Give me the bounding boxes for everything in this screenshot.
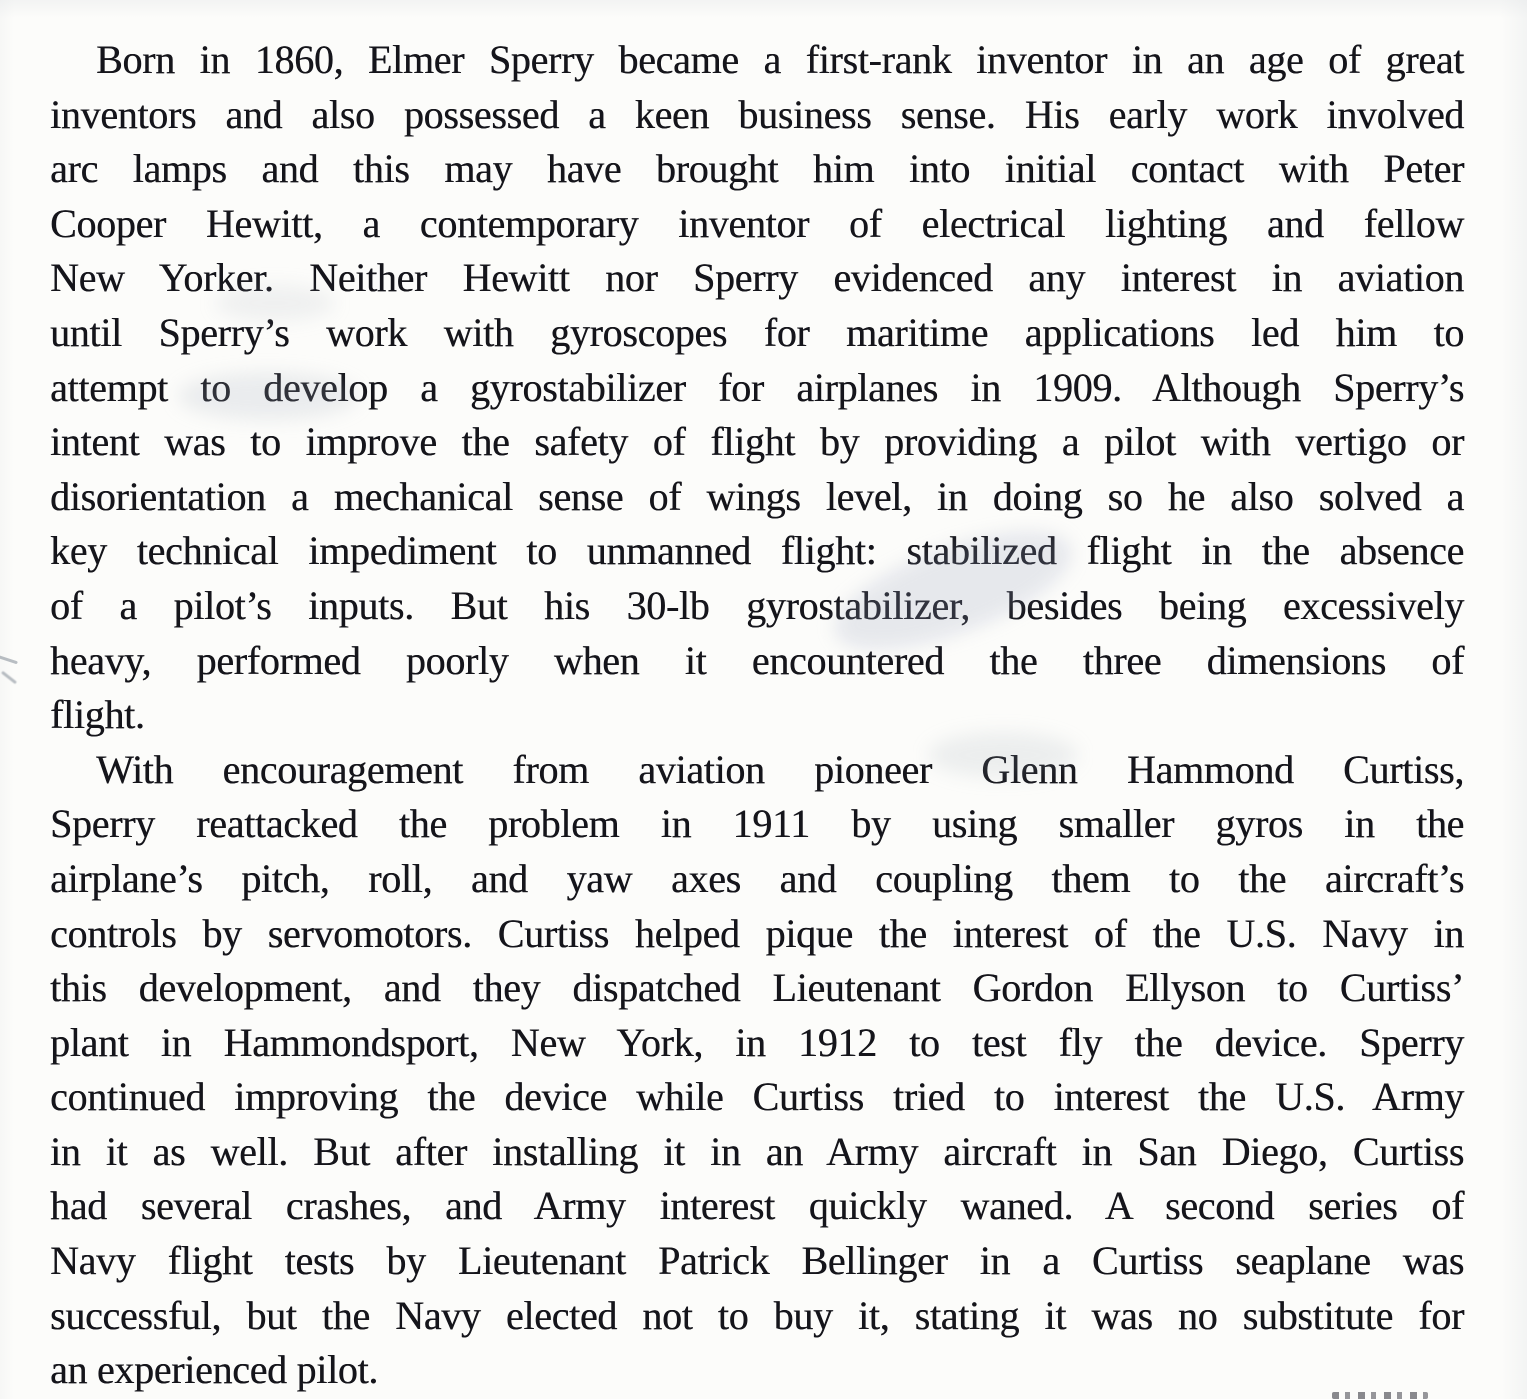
text-line: until Sperry’s work with gyroscopes for maritime applications led him to <box>50 309 1464 355</box>
text-line: New Yorker. Neither Hewitt nor Sperry evidenced any interest in aviation <box>50 255 1464 301</box>
text-line: Born in 1860, Elmer Sperry became a first-rank inventor in an age of great <box>96 37 1464 82</box>
text-line: of a pilot’s inputs. But his 30-lb gyrostabilizer, besides being excessively <box>50 582 1464 628</box>
pencil-mark-artifact <box>0 652 28 698</box>
text-line: disorientation a mechanical sense of wings level, in doing so he also solved a <box>50 473 1464 519</box>
text-line: this development, and they dispatched Lieutenant Gordon Ellyson to Curtiss’ <box>50 965 1464 1011</box>
text-line: continued improving the device while Curtiss tried to interest the U.S. Army <box>50 1074 1464 1120</box>
paragraph-1 <box>50 33 1464 743</box>
text-line: controls by servomotors. Curtiss helped pique the interest of the U.S. Navy in <box>50 910 1464 956</box>
text-line: in it as well. But after installing it in an Army aircraft in San Diego, Curtiss <box>50 1128 1464 1174</box>
text-line: inventors and also possessed a keen business sense. His early work involved <box>50 91 1464 137</box>
text-line: plant in Hammondsport, New York, in 1912 to test fly the device. Sperry <box>50 1019 1464 1065</box>
body-text <box>50 33 1464 1398</box>
text-line: intent was to improve the safety of flight by providing a pilot with vertigo or <box>50 419 1464 465</box>
text-line: With encouragement from aviation pioneer Glenn Hammond Curtiss, <box>96 746 1464 792</box>
text-line: arc lamps and this may have brought him into initial contact with Peter <box>50 146 1464 192</box>
text-line: had several crashes, and Army interest quickly waned. A second series of <box>50 1183 1464 1229</box>
text-line: attempt to develop a gyrostabilizer for airplanes in 1909. Although Sperry’s <box>50 364 1464 410</box>
text-line: Navy flight tests by Lieutenant Patrick Bellinger in a Curtiss seaplane was <box>50 1238 1464 1284</box>
text-line: Cooper Hewitt, a contemporary inventor of electrical lighting and fellow <box>50 200 1464 246</box>
text-line: successful, but the Navy elected not to buy it, stating it was no substitute for <box>50 1292 1464 1338</box>
text-line: flight. <box>50 692 145 738</box>
text-line: key technical impediment to unmanned flight: stabilized flight in the absence <box>50 528 1464 574</box>
text-line: heavy, performed poorly when it encountered the three dimensions of <box>50 637 1464 683</box>
paragraph-2 <box>50 743 1464 1398</box>
text-line: an experienced pilot. <box>50 1347 378 1393</box>
text-line: airplane’s pitch, roll, and yaw axes and coupling them to the aircraft’s <box>50 855 1464 901</box>
text-line: Sperry reattacked the problem in 1911 by using smaller gyros in the <box>50 801 1464 847</box>
